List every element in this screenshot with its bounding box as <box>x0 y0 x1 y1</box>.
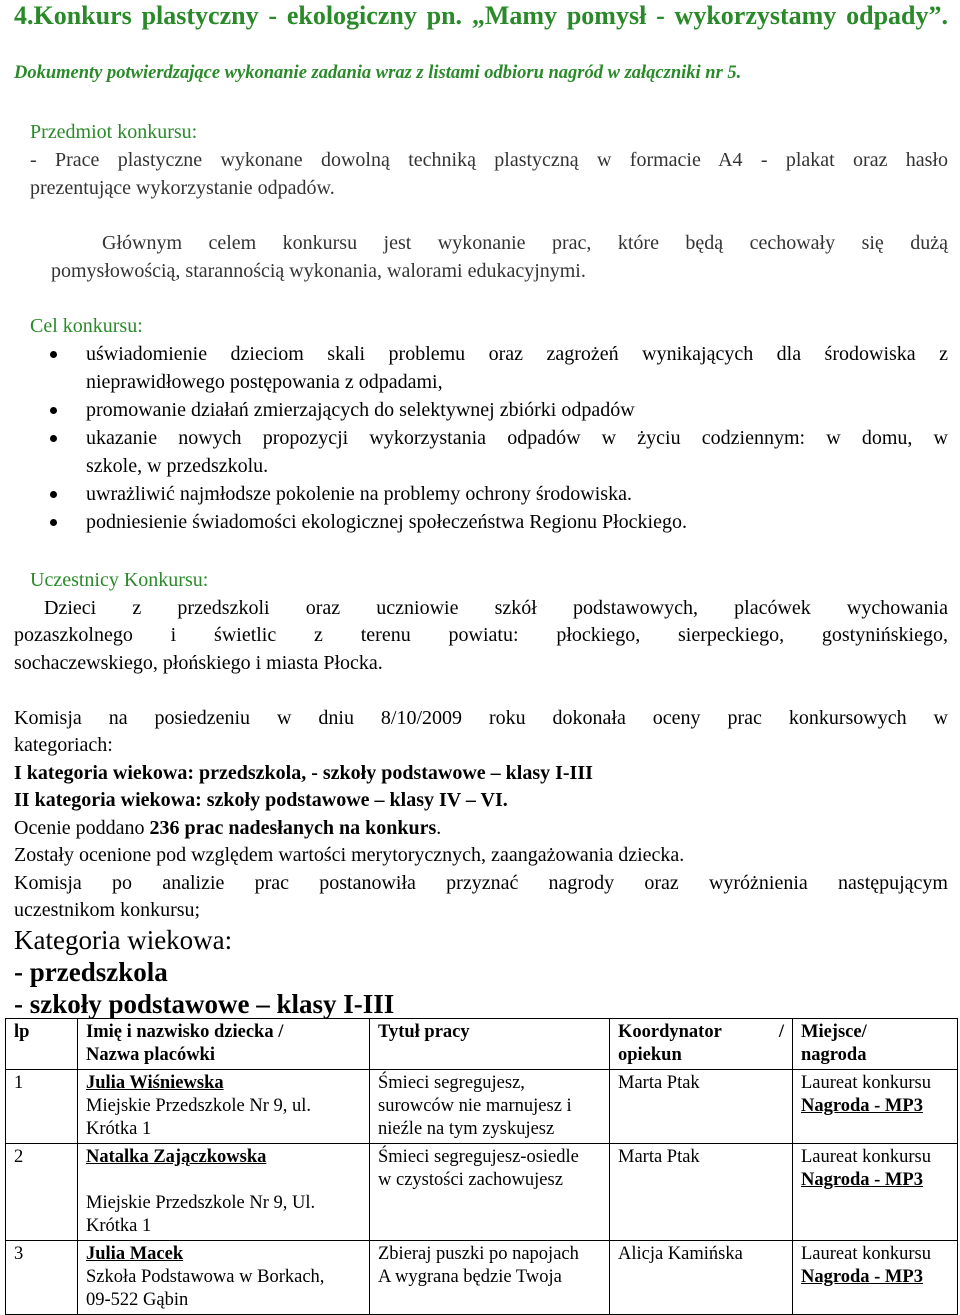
spacer <box>86 1169 361 1192</box>
commission-line-2: kategoriach: <box>14 734 113 756</box>
subject-heading: Przedmiot konkursu: <box>30 121 198 143</box>
prize-label: Nagroda - MP3 <box>801 1096 923 1116</box>
goal-item <box>0 396 948 424</box>
cell-lp: 2 <box>6 1144 78 1241</box>
goal-line: uwrażliwić najmłodsze pokolenie na problemy ochrony środowiska. <box>86 483 632 505</box>
school-line-1: Miejskie Przedszkole Nr 9, Ul. <box>86 1193 316 1213</box>
cell-name <box>78 1241 370 1315</box>
bullet-icon <box>50 519 57 526</box>
section-subtitle: Dokumenty potwierdzające wykonanie zadania wraz z listami odbioru nagród w załączniki nr 5. <box>14 63 742 83</box>
school-line-2: Krótka 1 <box>86 1119 152 1139</box>
awards-table <box>5 1018 958 1315</box>
bullet-icon <box>50 491 57 498</box>
header-place-line-1: Miejsce/ <box>801 1022 867 1042</box>
goal-line: nieprawidłowego postępowania z odpadami, <box>86 371 443 393</box>
table-header-row <box>6 1019 958 1070</box>
child-name: Julia Wiśniewska <box>86 1073 224 1093</box>
decision-line-2: uczestnikom konkursu; <box>14 899 201 921</box>
cell-place <box>793 1241 958 1315</box>
header-title: Tytuł pracy <box>370 1019 610 1070</box>
cell-place <box>793 1070 958 1144</box>
participants-line-1: Dzieci z przedszkoli oraz uczniowie szkół podstawowych, placówek wychowania <box>44 597 948 619</box>
child-name: Natalka Zajączkowska <box>86 1147 267 1167</box>
title-line-2: surowców nie marnujesz i <box>378 1096 572 1116</box>
works-count-suffix: . <box>436 817 442 839</box>
header-name <box>78 1019 370 1070</box>
prize-label: Nagroda - MP3 <box>801 1170 923 1190</box>
goal-line: uświadomienie dzieciom skali problemu oraz zagrożeń wynikających dla środowiska z <box>86 343 948 365</box>
category-primary: - szkoły podstawowe – klasy I-III <box>14 989 395 1019</box>
goal-line: ukazanie nowych propozycji wykorzystania odpadów w życiu codziennym: w domu, w <box>86 427 948 449</box>
cell-coordinator: Marta Ptak <box>610 1070 793 1144</box>
participants-heading: Uczestnicy Konkursu: <box>30 569 209 591</box>
header-name-line-2: Nazwa placówki <box>86 1045 215 1065</box>
title-line-1: Zbieraj puszki po napojach <box>378 1244 579 1264</box>
place-label: Laureat konkursu <box>801 1073 931 1093</box>
header-lp: lp <box>6 1019 78 1070</box>
place-label: Laureat konkursu <box>801 1147 931 1167</box>
table-row <box>6 1241 958 1315</box>
goals-heading: Cel konkursu: <box>30 315 143 337</box>
header-place <box>793 1019 958 1070</box>
subject-line-1: - Prace plastyczne wykonane dowolną techniką plastyczną w formacie A4 - plakat oraz hasło <box>30 149 948 171</box>
goal-item <box>0 480 948 508</box>
bullet-icon <box>50 407 57 414</box>
cell-title <box>370 1144 610 1241</box>
goal-line: podniesienie świadomości ekologicznej społeczeństwa Regionu Płockiego. <box>86 511 687 533</box>
category-heading: Kategoria wiekowa: <box>14 925 233 955</box>
school-line-1: Miejskie Przedszkole Nr 9, ul. <box>86 1096 312 1116</box>
goal-line: promowanie działań zmierzających do selektywnej zbiórki odpadów <box>86 399 635 421</box>
category-1: I kategoria wiekowa: przedszkola, - szkoły podstawowe – klasy I-III <box>14 762 593 784</box>
cell-name <box>78 1070 370 1144</box>
category-2: II kategoria wiekowa: szkoły podstawowe – klasy IV – VI. <box>14 789 508 811</box>
category-preschool: - przedszkola <box>14 957 168 987</box>
goals-list <box>0 340 960 536</box>
school-line-1: Szkoła Podstawowa w Borkach, <box>86 1267 325 1287</box>
aim-line-2: pomysłowością, starannością wykonania, walorami edukacyjnymi. <box>51 260 586 282</box>
cell-lp: 3 <box>6 1241 78 1315</box>
bullet-icon <box>50 435 57 442</box>
works-count-value: 236 prac nadesłanych na konkurs <box>149 817 437 839</box>
cell-title <box>370 1241 610 1315</box>
place-label: Laureat konkursu <box>801 1244 931 1264</box>
header-coordinator-slash: / <box>778 1022 784 1042</box>
goal-item <box>0 340 948 396</box>
cell-coordinator: Alicja Kamińska <box>610 1241 793 1315</box>
header-name-line-1: Imię i nazwisko dziecka / <box>86 1022 284 1042</box>
cell-title <box>370 1070 610 1144</box>
table-row <box>6 1144 958 1241</box>
aim-line-1: Głównym celem konkursu jest wykonanie prac, które będą cechowały się dużą <box>102 232 948 254</box>
header-coordinator <box>610 1019 793 1070</box>
header-coordinator-line-2: opiekun <box>618 1045 682 1065</box>
prize-label: Nagroda - MP3 <box>801 1267 923 1287</box>
cell-name <box>78 1144 370 1241</box>
evaluation-line: Zostały ocenione pod względem wartości merytorycznych, zaangażowania dziecka. <box>14 844 685 866</box>
works-count-prefix: Ocenie poddano <box>14 817 150 839</box>
child-name: Julia Macek <box>86 1244 184 1264</box>
bullet-icon <box>50 351 57 358</box>
decision-line-1: Komisja po analizie prac postanowiła przyznać nagrody oraz wyróżnienia następującym <box>14 872 948 894</box>
participants-line-2: pozaszkolnego i świetlic z terenu powiatu: płockiego, sierpeckiego, gostynińskiego, <box>14 624 948 646</box>
commission-line-1: Komisja na posiedzeniu w dniu 8/10/2009 roku dokonała oceny prac konkursowych w <box>14 707 948 729</box>
works-count <box>14 814 441 842</box>
title-line-3: nieźle na tym zyskujesz <box>378 1119 555 1139</box>
participants-line-3: sochaczewskiego, płońskiego i miasta Płocka. <box>14 652 383 674</box>
goal-line: szkole, w przedszkolu. <box>86 455 269 477</box>
title-line-2: w czystości zachowujesz <box>378 1170 563 1190</box>
header-place-line-2: nagroda <box>801 1045 867 1065</box>
goal-item <box>0 424 948 480</box>
cell-lp: 1 <box>6 1070 78 1144</box>
table-row <box>6 1070 958 1144</box>
cell-place <box>793 1144 958 1241</box>
goal-item <box>0 508 948 536</box>
school-line-2: Krótka 1 <box>86 1216 152 1236</box>
cell-coordinator: Marta Ptak <box>610 1144 793 1241</box>
section-title: 4.Konkurs plastyczny - ekologiczny pn. „Mamy pomysł - wykorzystamy odpady”. <box>14 1 948 30</box>
title-line-2: A wygrana będzie Twoja <box>378 1267 562 1287</box>
title-line-1: Śmieci segregujesz, <box>378 1073 525 1093</box>
title-line-1: Śmieci segregujesz-osiedle <box>378 1147 579 1167</box>
school-line-2: 09-522 Gąbin <box>86 1290 189 1310</box>
header-coordinator-line-1: Koordynator <box>618 1022 722 1042</box>
subject-line-2: prezentujące wykorzystanie odpadów. <box>30 177 335 199</box>
